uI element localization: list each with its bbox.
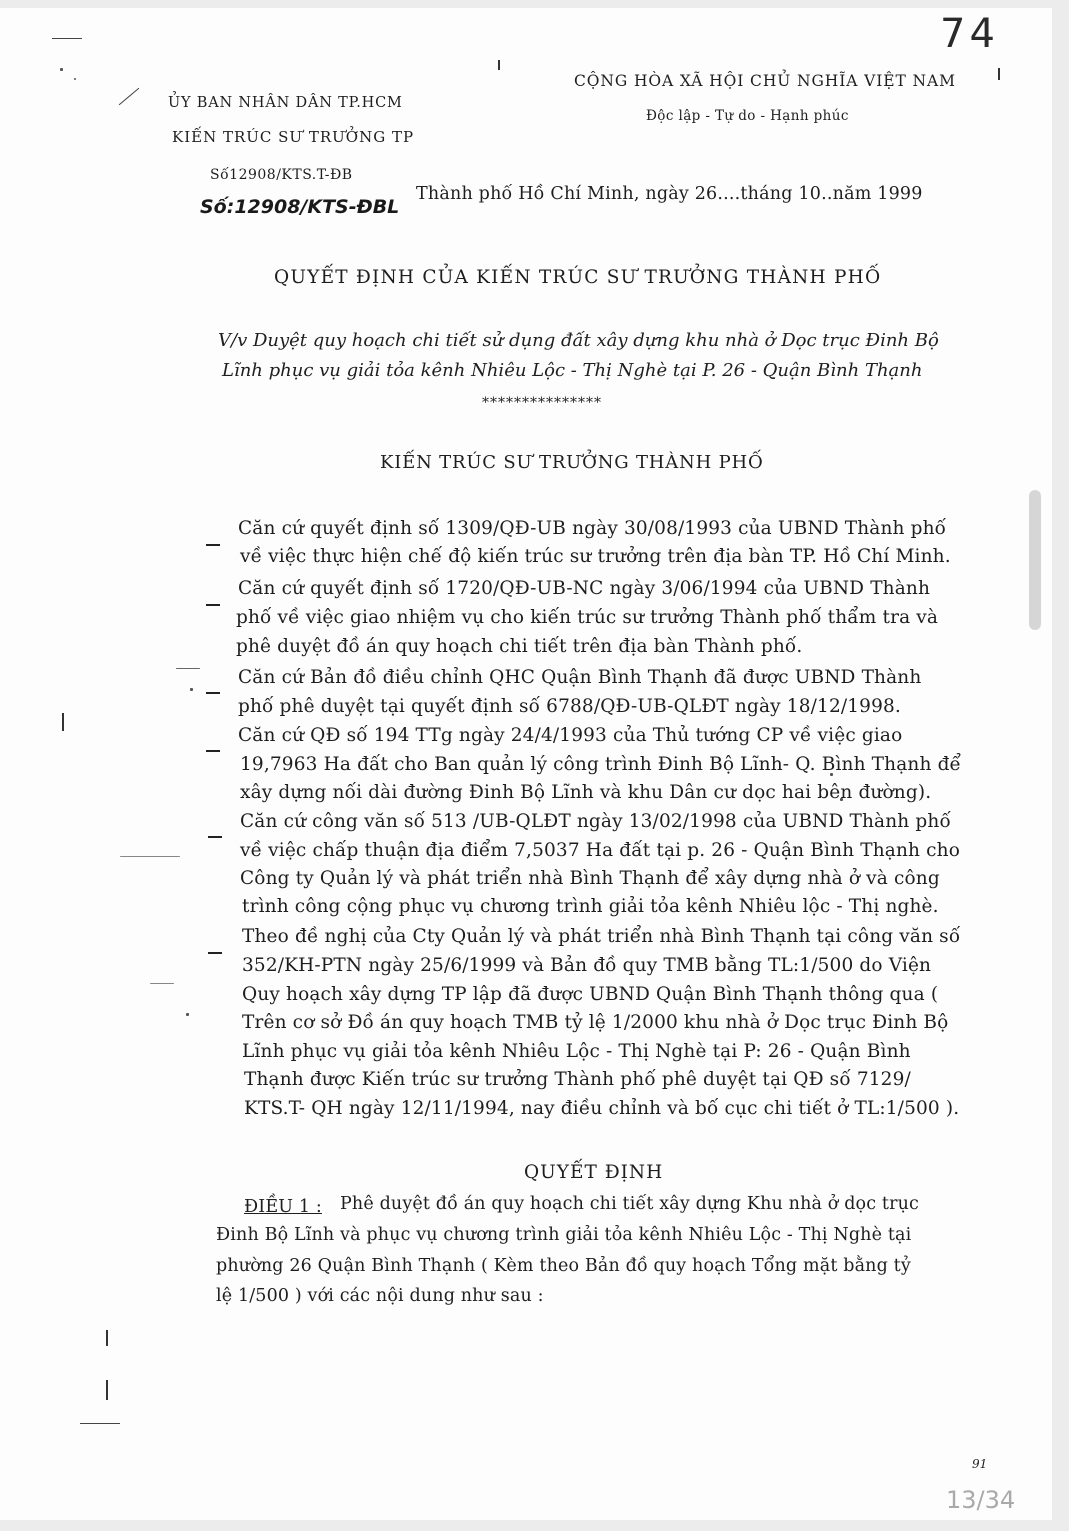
bullet-dash: [206, 544, 220, 546]
article-1-line: Đinh Bộ Lĩnh và phục vụ chương trình giải tỏa kênh Nhiêu Lộc - Thị Nghè tại: [216, 1225, 912, 1245]
article-1-line: Phê duyệt đồ án quy hoạch chi tiết xây dựng Khu nhà ở dọc trục: [340, 1194, 919, 1214]
issuer-line-2: KIẾN TRÚC SƯ TRƯỞNG TP: [172, 128, 415, 146]
bullet-dash: [206, 604, 220, 606]
ground-line: phê duyệt đồ án quy hoạch chi tiết trên địa bàn Thành phố.: [236, 636, 803, 657]
ground-line: 352/KH-PTN ngày 25/6/1999 và Bản đồ quy TMB bằng TL:1/500 do Viện: [242, 955, 932, 976]
document-title: QUYẾT ĐỊNH CỦA KIẾN TRÚC SƯ TRƯỞNG THÀNH PHỐ: [274, 267, 882, 288]
ground-line: Căn cứ quyết định số 1720/QĐ-UB-NC ngày 3/06/1994 của UBND Thành: [238, 578, 931, 599]
separator-stars: ***************: [482, 395, 602, 411]
ground-line: Căn cứ QĐ số 194 TTg ngày 24/4/1993 của Thủ tướng CP về việc giao: [238, 725, 903, 746]
ground-line: 19,7963 Ha đất cho Ban quản lý công trình Đinh Bộ Lĩnh- Q. Bình Thạnh để: [240, 754, 962, 775]
ground-line: phố phê duyệt tại quyết định số 6788/QĐ-UB-QLĐT ngày 18/12/1998.: [238, 696, 901, 717]
document-page: [0, 8, 1052, 1520]
scan-mark: [998, 68, 1000, 80]
scrollbar-thumb[interactable]: [1029, 490, 1041, 630]
article-1-line: phường 26 Quận Bình Thạnh ( Kèm theo Bản đồ quy hoạch Tổng mặt bằng tỷ: [216, 1256, 911, 1276]
nation-line: CỘNG HÒA XÃ HỘI CHỦ NGHĨA VIỆT NAM: [574, 72, 956, 90]
ground-line: xây dựng nối dài đường Đinh Bộ Lĩnh và khu Dân cư dọc hai bên đường).: [240, 782, 932, 803]
handwritten-page-number: 74: [940, 11, 999, 57]
scan-speck: [74, 78, 76, 80]
scan-mark: [80, 1423, 120, 1424]
ground-line: Thạnh được Kiến trúc sư trưởng Thành phố phê duyệt tại QĐ số 7129/: [244, 1069, 911, 1090]
motto-line: Độc lập - Tự do - Hạnh phúc: [646, 108, 849, 124]
article-1-label: ĐIỀU 1 :: [244, 1197, 322, 1217]
ground-line: Căn cứ công văn số 513 /UB-QLĐT ngày 13/02/1998 của UBND Thành phố: [240, 811, 951, 832]
ground-line: KTS.T- QH ngày 12/11/1994, nay điều chỉnh và bố cục chi tiết ở TL:1/500 ).: [244, 1098, 960, 1119]
authority-heading: KIẾN TRÚC SƯ TRƯỞNG THÀNH PHỐ: [380, 452, 764, 473]
ground-line: phố về việc giao nhiệm vụ cho kiến trúc sư trưởng Thành phố thẩm tra và: [236, 607, 939, 628]
ground-line: về việc thực hiện chế độ kiến trúc sư trưởng trên địa bàn TP. Hồ Chí Minh.: [240, 546, 951, 567]
bullet-dash: [206, 692, 220, 694]
ground-line: Lĩnh phục vụ giải tỏa kênh Nhiêu Lộc - Thị Nghè tại P: 26 - Quận Bình: [242, 1041, 911, 1062]
scan-speck: [190, 688, 193, 691]
ground-line: Trên cơ sở Đồ án quy hoạch TMB tỷ lệ 1/2000 khu nhà ở Dọc trục Đinh Bộ: [242, 1012, 949, 1033]
ground-line: Căn cứ quyết định số 1309/QĐ-UB ngày 30/08/1993 của UBND Thành phố: [238, 518, 947, 539]
scan-mark: [119, 88, 140, 105]
bullet-dash: [206, 750, 220, 752]
scan-speck: [176, 668, 200, 669]
scan-speck: [120, 856, 180, 857]
doc-number-typed: Số12908/KTS.T-ĐB: [210, 167, 353, 183]
subject-line-1: V/v Duyệt quy hoạch chi tiết sử dụng đất xây dựng khu nhà ở Dọc trục Đinh Bộ: [218, 330, 939, 351]
ground-line: về việc chấp thuận địa điểm 7,5037 Ha đất tại p. 26 - Quận Bình Thạnh cho: [240, 840, 960, 861]
issuer-line-1: ỦY BAN NHÂN DÂN TP.HCM: [168, 95, 403, 111]
ground-line: Công ty Quản lý và phát triển nhà Bình Thạnh để xây dựng nhà ở và công: [240, 868, 940, 889]
page-counter: 13/34: [946, 1486, 1016, 1514]
ground-line: trình công cộng phục vụ chương trình giải tỏa kênh Nhiêu lộc - Thị nghè.: [242, 896, 939, 917]
scan-mark: [62, 713, 64, 731]
doc-number-handwritten: Số:12908/KTS-ĐBL: [200, 196, 400, 218]
bullet-dash: [208, 952, 222, 954]
scan-speck: [60, 68, 63, 71]
bullet-dash: [208, 836, 222, 838]
decision-heading: QUYẾT ĐỊNH: [524, 1162, 664, 1183]
scan-mark: [106, 1380, 108, 1400]
scan-speck: [150, 983, 174, 984]
date-line: Thành phố Hồ Chí Minh, ngày 26....tháng 10..năm 1999: [416, 184, 923, 204]
subject-line-2: Lĩnh phục vụ giải tỏa kênh Nhiêu Lộc - Thị Nghè tại P. 26 - Quận Bình Thạnh: [222, 360, 923, 381]
scan-mark: [498, 60, 500, 70]
ground-line: Căn cứ Bản đồ điều chỉnh QHC Quận Bình Thạnh đã được UBND Thành: [238, 667, 922, 688]
footer-mark: 91: [972, 1457, 988, 1471]
ground-line: Quy hoạch xây dựng TP lập đã được UBND Quận Bình Thạnh thông qua (: [242, 984, 939, 1005]
scan-mark: [52, 38, 82, 39]
ground-line: Theo đề nghị của Cty Quản lý và phát triển nhà Bình Thạnh tại công văn số: [242, 926, 961, 947]
scan-speck: [186, 1013, 189, 1016]
article-1-line: lệ 1/500 ) với các nội dung như sau :: [216, 1286, 544, 1306]
scan-mark: [106, 1330, 108, 1346]
